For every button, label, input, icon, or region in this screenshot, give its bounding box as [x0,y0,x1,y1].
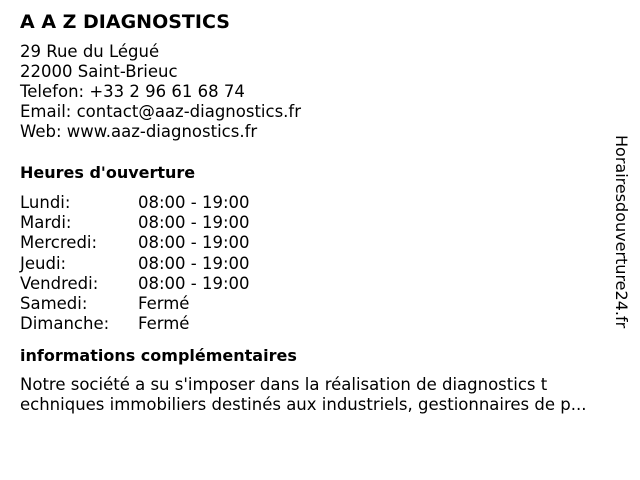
description-line: echniques immobiliers destinés aux industriels, gestionnaires de p... [20,395,587,415]
hours-day: Lundi: [20,193,71,212]
info-title: informations complémentaires [20,346,297,366]
hours-row-thursday [20,254,620,274]
hours-time: 08:00 - 19:00 [138,213,250,233]
description-line: Notre société a su s'imposer dans la réalisation de diagnostics t [20,375,548,395]
hours-time: 08:00 - 19:00 [138,273,250,293]
hours-day: Dimanche: [20,314,110,334]
phone-number: Telefon: +33 2 96 61 68 74 [20,82,245,101]
hours-row-wednesday [20,233,620,253]
address-city: 22000 Saint-Brieuc [20,62,178,81]
hours-row-sunday [20,314,620,334]
address-street: 29 Rue du Légué [20,42,160,61]
hours-title: Heures d'ouverture [20,163,196,182]
hours-day: Mardi: [20,213,72,233]
email-address: Email: contact@aaz-diagnostics.fr [20,102,302,121]
website: Web: www.aaz-diagnostics.fr [20,122,258,141]
hours-time: 08:00 - 19:00 [138,233,250,253]
company-name: A A Z DIAGNOSTICS [20,11,230,33]
hours-time: Fermé [138,314,190,334]
business-card [20,10,620,415]
opening-hours-table [20,193,620,334]
hours-row-saturday [20,294,620,314]
site-watermark: Horairesdouverture24.fr [612,135,631,329]
hours-day: Samedi: [20,294,88,314]
hours-row-tuesday [20,213,620,233]
hours-day: Mercredi: [20,233,98,253]
hours-day: Jeudi: [20,253,67,273]
company-description [20,375,620,415]
hours-time: Fermé [138,294,190,314]
hours-day: Vendredi: [20,273,99,293]
hours-time: 08:00 - 19:00 [138,253,250,273]
hours-time: 08:00 - 19:00 [138,193,250,212]
hours-row-friday [20,274,620,294]
hours-row-monday [20,193,620,213]
